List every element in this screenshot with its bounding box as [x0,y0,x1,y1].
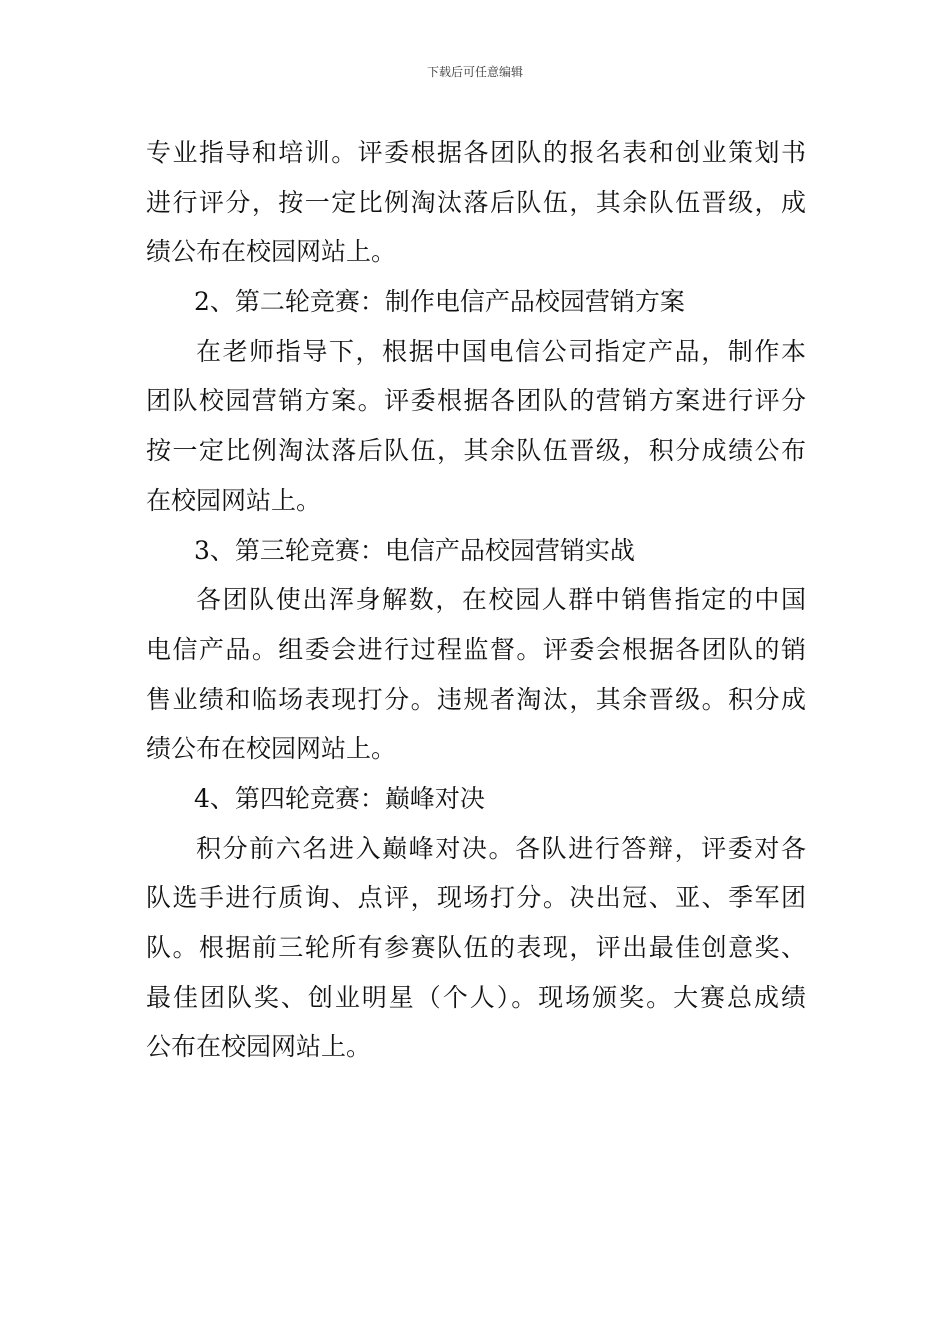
section-heading-round-2: 2、第二轮竞赛：制作电信产品校园营销方案 [194,287,685,317]
text-line: 绩公布在校园网站上。 [146,237,397,267]
text-line: 在老师指导下，根据中国电信公司指定产品，制作本 [196,336,806,366]
text-line: 按一定比例淘汰落后队伍，其余队伍晋级，积分成绩公布 [146,436,806,466]
text-line: 进行评分，按一定比例淘汰落后队伍，其余队伍晋级，成 [146,187,806,217]
text-line: 公布在校园网站上。 [146,1032,372,1062]
text-line: 积分前六名进入巅峰对决。各队进行答辩，评委对各 [196,833,806,863]
text-line: 售业绩和临场表现打分。违规者淘汰，其余晋级。积分成 [146,684,806,714]
text-line: 各团队使出浑身解数，在校园人群中销售指定的中国 [196,585,806,615]
text-line: 队选手进行质询、点评，现场打分。决出冠、亚、季军团 [146,883,806,913]
text-line: 团队校园营销方案。评委根据各团队的营销方案进行评分 [146,386,806,416]
text-line: 在校园网站上。 [146,485,322,515]
text-line: 电信产品。组委会进行过程监督。评委会根据各团队的销 [146,634,806,664]
text-line: 最佳团队奖、创业明星（个人）。现场颁奖。大赛总成绩 [146,982,806,1012]
section-heading-round-3: 3、第三轮竞赛：电信产品校园营销实战 [194,535,635,565]
page-header-note: 下载后可任意编辑 [426,65,523,79]
text-line: 队。根据前三轮所有参赛队伍的表现，评出最佳创意奖、 [146,933,806,962]
text-line: 绩公布在校园网站上。 [146,734,397,764]
body-text [146,128,806,1072]
text-line: 专业指导和培训。评委根据各团队的报名表和创业策划书 [146,138,806,167]
section-heading-round-4: 4、第四轮竞赛：巅峰对决 [194,783,485,813]
